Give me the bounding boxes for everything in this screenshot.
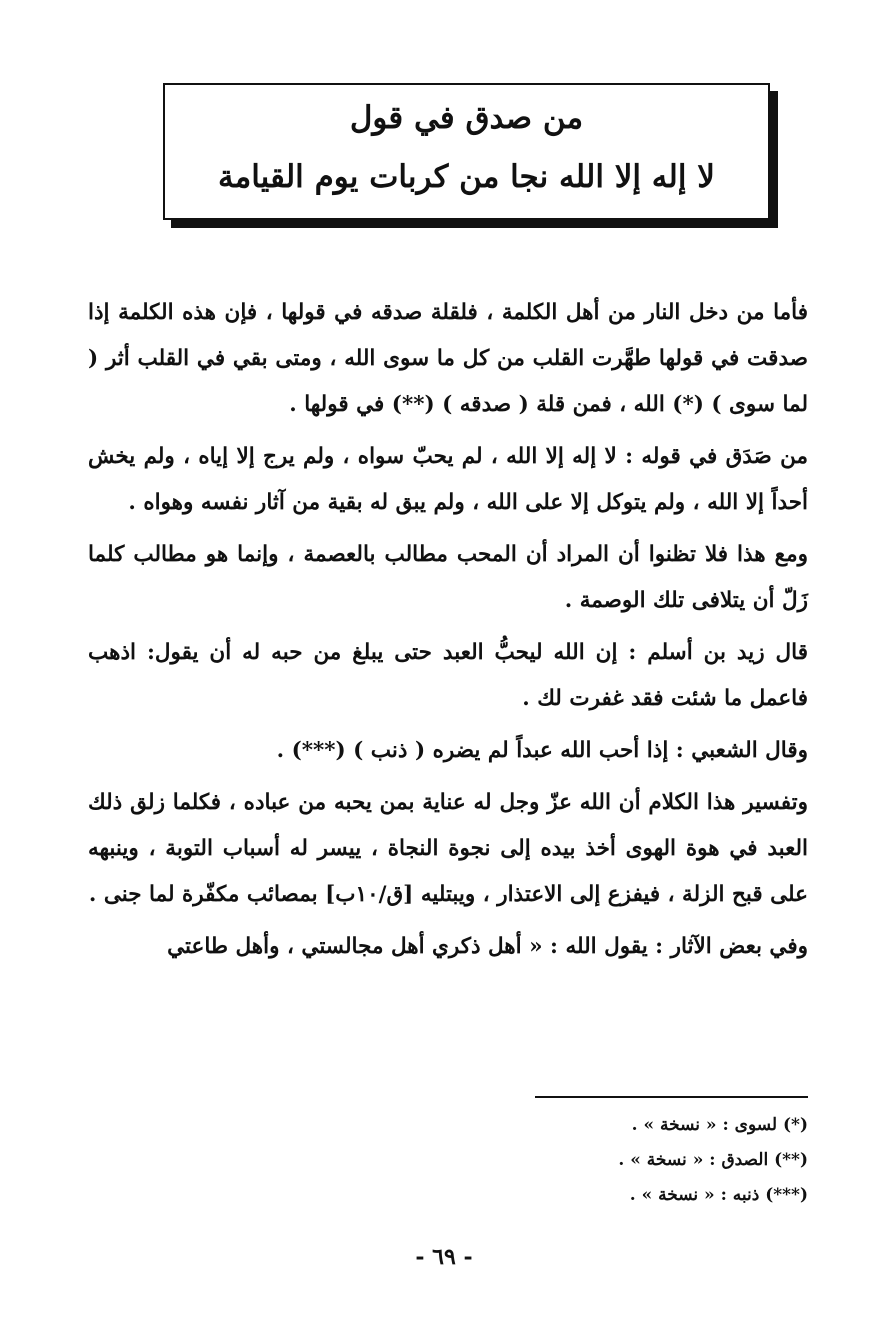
paragraph-4: قال زيد بن أسلم : إن الله ليحبُّ العبد حتى يبلغ من حبه له أن يقول: اذهب فاعمل ما شئت فقد غفرت لك . — [88, 640, 808, 711]
paragraph-6: وتفسير هذا الكلام أن الله عزّ وجل له عناية بمن يحبه من عباده ، فكلما زلق ذلك العبد في هوة الهوى أخذ بيده إلى نجوة النجاة ، ييسر له أسباب التوبة ، وينبهه على قبح الزلة ، فيفزع إلى الاعتذار ، ويبتليه [ق/١٠ب] بمصائب مكفّرة لما جنى . — [88, 790, 808, 907]
chapter-title-line-2: لا إله إلا الله نجا من كربات يوم القيامة — [218, 159, 715, 195]
paragraph-2: من صَدَق في قوله : لا إله إلا الله ، لم يحبّ سواه ، ولم يرج إلا إياه ، ولم يخش أحداً إلا الله ، ولم يتوكل إلا على الله ، ولم يبق له بقية من آثار نفسه وهواه . — [88, 444, 808, 515]
chapter-title-line-1: من صدق في قول — [349, 100, 584, 136]
footnote-3: (***) ذنبه : « نسخة » . — [629, 1185, 808, 1205]
paragraph-3: ومع هذا فلا تظنوا أن المراد أن المحب مطالب بالعصمة ، وإنما هو مطالب كلما زَلّ أن يتلافى تلك الوصمة . — [88, 542, 808, 613]
body-text — [88, 290, 808, 970]
paragraph-7: وفي بعض الآثار : يقول الله : « أهل ذكري أهل مجالستي ، وأهل طاعتي — [167, 934, 808, 959]
paragraph-1: فأما من دخل النار من أهل الكلمة ، فلقلة صدقه في قولها ، فإن هذه الكلمة إذا صدقت في قولها طهَّرت القلب من كل ما سوى الله ، ومتى بقي في القلب أثر ( لما سوى ) (*) الله ، فمن قلة ( صدقه ) (**) في قولها . — [88, 300, 808, 417]
footnote-2: (**) الصدق : « نسخة » . — [618, 1150, 808, 1170]
footnotes — [88, 1108, 808, 1213]
chapter-title-box — [163, 83, 770, 220]
page-number: - ٦٩ - — [415, 1244, 473, 1270]
paragraph-5: وقال الشعبي : إذا أحب الله عبداً لم يضره ( ذنب ) (***) . — [276, 738, 808, 763]
footnote-1: (*) لسوى : « نسخة » . — [631, 1115, 808, 1135]
footnote-divider — [535, 1096, 808, 1098]
